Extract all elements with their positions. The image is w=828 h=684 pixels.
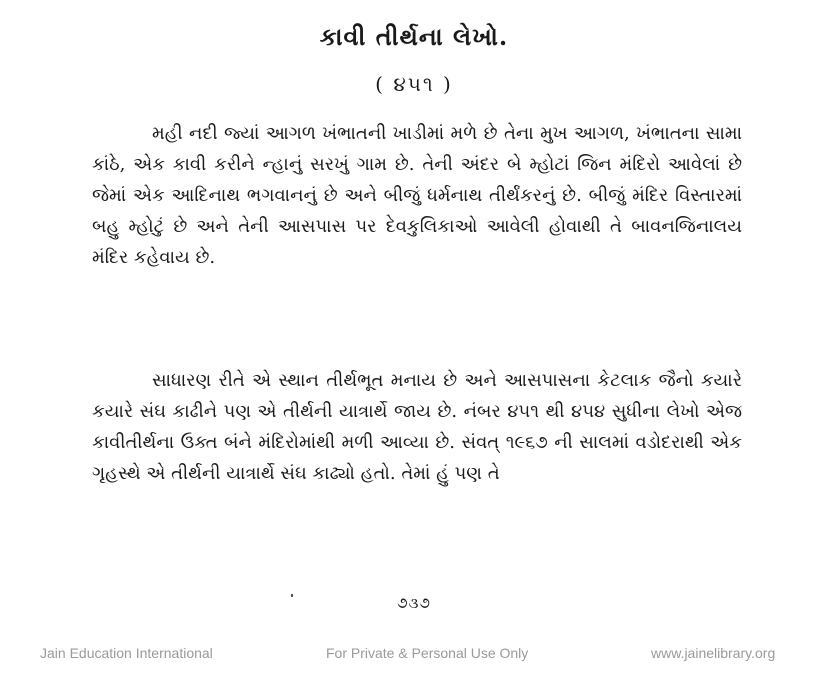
- paragraph-2: સાધારણ રીતે એ સ્થાન તીર્થભૂત મનાય છે અને આસપાસના કેટલાક જૈનો કયારે કયારે સંઘ કાઢીને પણ એ તીર્થની યાત્રાર્થે જાય છે. નંબર ૪૫૧ થી ૪૫૪ સુધીના લેખો એજ કાવીતીર્થના ઉક્ત બંને મંદિરોમાંથી મળી આવ્યા છે. સંવત્ ૧૯૬૭ ની સાલમાં વડોદરાથી એક ગૃહસ્થે એ તીર્થની યાત્રાર્થે સંઘ કાઢ્યો હતો. તેમાં હું પણ તે: [92, 370, 742, 484]
- inscription-number: ( ૪૫૧ ): [375, 72, 453, 96]
- page-number: ૭૩૭: [397, 594, 431, 612]
- page-title: કાવી તીર્થના લેખો.: [319, 22, 509, 51]
- footer-website-link[interactable]: www.jainelibrary.org: [651, 645, 776, 661]
- footer-usage-note: For Private & Personal Use Only: [326, 645, 529, 661]
- footer-publisher: Jain Education International: [40, 645, 213, 661]
- paragraph-1: મહી નદી જ્યાં આગળ ખંભાતની ખાડીમાં મળે છે તેના મુખ આગળ, ખંભાતના સામા કાંઠે, એક કાવી કરીને ન્હાનું સરખું ગામ છે. તેની અંદર બે મ્હોટાં જિન મંદિરો આવેલાં છે જેમાં એક આદિનાથ ભગવાનનું છે અને બીજું ધર્મનાથ તીર્થંકરનું છે. બીજું મંદિર વિસ્તારમાં બહુ મ્હોટું છે અને તેની આસપાસ પર દેવકુલિકાઓ આવેલી હોવાથી તે બાવનજિનાલય મંદિર કહેવાય છે.: [92, 123, 742, 268]
